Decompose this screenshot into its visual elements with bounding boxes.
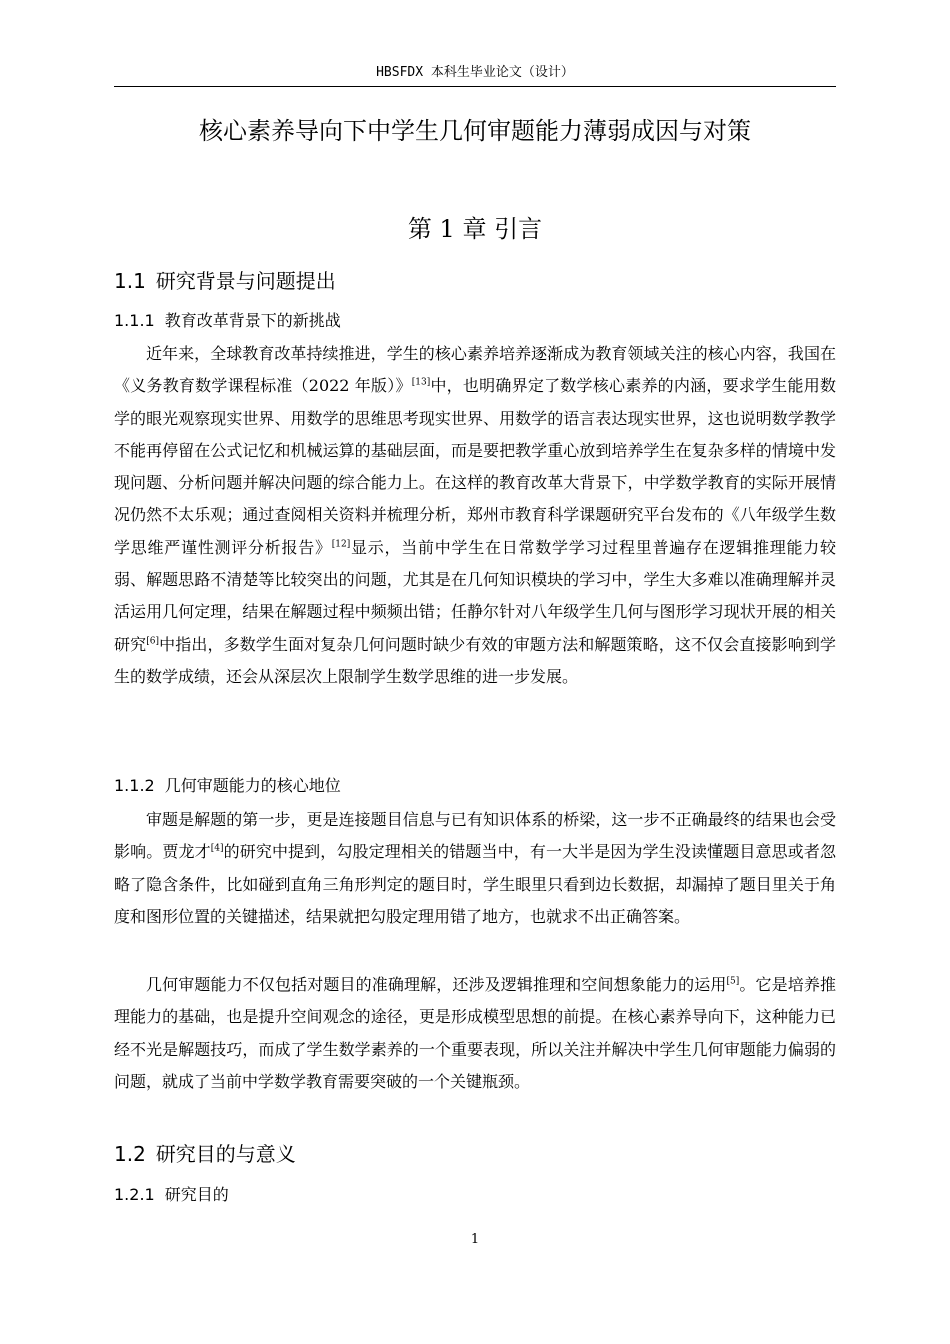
page-number: 1 [470, 1232, 480, 1247]
citation: [6] [146, 636, 159, 647]
paragraph-text: 的研究中提到，勾股定理相关的错题当中，有一大半是因为学生没读懂题目意思或者忽略了隐含条件，比如碰到直角三角形判定的题目时，学生眼里只看到边长数据，却漏掉了题目里关于角度和图形位置的关键描述，结果就把勾股定理用错了地方，也就求不出正确答案。 [114, 842, 836, 926]
thesis-title: 核心素养导向下中学生几何审题能力薄弱成因与对策 [199, 117, 751, 145]
subsection-title: 研究目的 [164, 1185, 229, 1204]
section-title: 研究背景与问题提出 [155, 269, 336, 293]
subsection-title: 几何审题能力的核心地位 [164, 776, 341, 795]
section-heading-1-1 [114, 266, 336, 296]
paragraph-2 [114, 804, 836, 933]
subsection-number: 1.1.1 [114, 311, 155, 330]
section-heading-1-2 [114, 1139, 296, 1169]
paragraph-text: 中，也明确界定了数学核心素养的内涵，要求学生能用数学的眼光观察现实世界、用数学的思维思考现实世界、用数学的语言表达现实世界，这也说明数学教学不能再停留在公式记忆和机械运算的基础层面，而是要把教学重心放到培养学生在复杂多样的情境中发现问题、分析问题并解决问题的综合能力上。在这样的教育改革大背景下，中学数学教育的实际开展情况仍然不太乐观；通过查阅相关资料并梳理分析，郑州市教育科学课题研究平台发布的《八年级学生数学思维严谨性测评分析报告》 [114, 376, 836, 557]
chapter-heading: 第 1 章 引言 [407, 215, 543, 243]
subsection-number: 1.2.1 [114, 1185, 155, 1204]
paragraph-text: 审题是解题的第一步，更是连接题目信息与已有知识体系的桥梁，这一步不正确最终的结果也会受影响。贾龙才 [114, 810, 836, 862]
subsection-title: 教育改革背景下的新挑战 [164, 311, 341, 330]
subsection-heading-1-2-1 [114, 1182, 229, 1208]
running-header: HBSFDX 本科生毕业论文（设计） [114, 62, 836, 87]
section-number: 1.1 [114, 269, 146, 293]
paragraph-text: 几何审题能力不仅包括对题目的准确理解，还涉及逻辑推理和空间想象能力的运用 [146, 975, 727, 994]
citation: [12] [331, 539, 351, 550]
section-title: 研究目的与意义 [155, 1142, 296, 1166]
subsection-heading-1-1-1 [114, 308, 341, 334]
subsection-heading-1-1-2 [114, 773, 341, 799]
paragraph-1 [114, 338, 836, 693]
subsection-number: 1.1.2 [114, 776, 155, 795]
citation: [13] [411, 377, 431, 388]
paragraph-text: 中指出，多数学生面对复杂几何问题时缺少有效的审题方法和解题策略，这不仅会直接影响到学生的数学成绩，还会从深层次上限制学生数学思维的进一步发展。 [114, 634, 836, 686]
paragraph-text: 。它是培养推理能力的基础，也是提升空间观念的途径，更是形成模型思想的前提。在核心素养导向下，这种能力已经不光是解题技巧，而成了学生数学素养的一个重要表现，所以关注并解决中学生几何审题能力偏弱的问题，就成了当前中学数学教育需要突破的一个关键瓶颈。 [114, 975, 836, 1091]
citation: [5] [726, 976, 740, 987]
paragraph-3 [114, 969, 836, 1098]
paragraph-text: 近年来，全球教育改革持续推进，学生的核心素养培养逐渐成为教育领域关注的核心内容，我国在《义务教育数学课程标准（2022 年版）》 [114, 344, 836, 396]
section-number: 1.2 [114, 1142, 146, 1166]
paragraph-text: 显示，当前中学生在日常数学学习过程里普遍存在逻辑推理能力较弱、解题思路不清楚等比较突出的问题，尤其是在几何知识模块的学习中，学生大多难以准确理解并灵活运用几何定理，结果在解题过程中频频出错；任静尔针对八年级学生几何与图形学习现状开展的相关研究 [114, 537, 836, 654]
citation: [4] [210, 843, 224, 854]
